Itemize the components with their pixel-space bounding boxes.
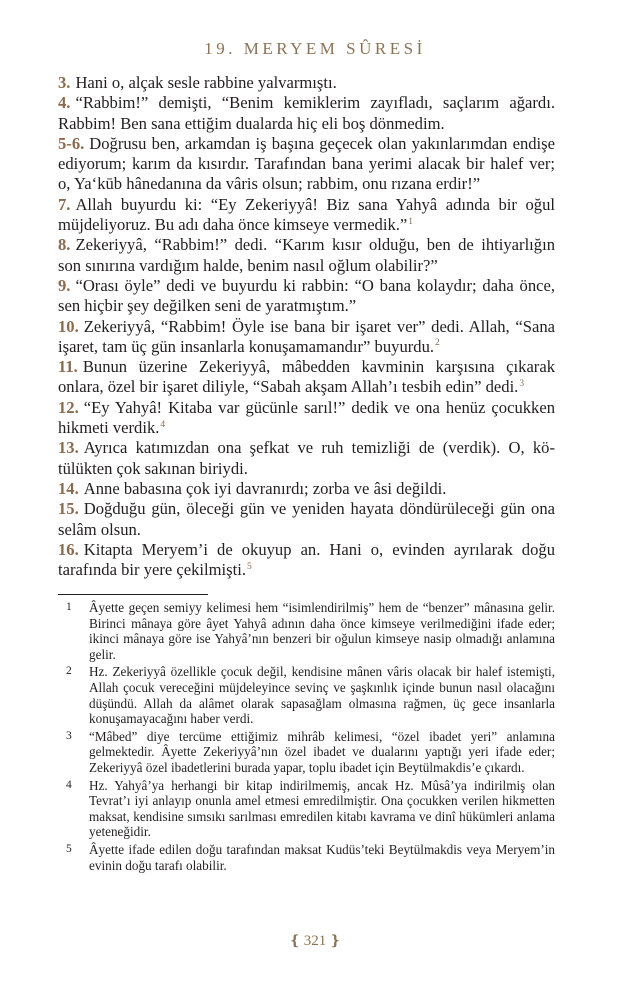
ornament-left-icon: ❴	[289, 934, 301, 949]
footnote-1	[58, 600, 555, 662]
footnote-5	[58, 842, 555, 873]
verse-text: “Orası öyle” dedi ve buyurdu ki rabbin: “O bana kolaydır; daha önce, sen hiçbir şey değilken seni de yaratmıştım.”	[58, 275, 555, 316]
footnote-reference[interactable]: 4	[160, 419, 166, 430]
verse-3	[58, 73, 555, 93]
verse-7	[58, 195, 555, 236]
page-number: 321	[303, 933, 327, 949]
footnote-number: 5	[66, 842, 72, 855]
verse-number: 15.	[58, 499, 79, 519]
page-number-footer	[0, 932, 630, 951]
footnote-text: “Mâbed” diye tercüme ettiğimiz mihrâb kelimesi, “özel ibadet yeri” anlamına gelmektedir. Âyette Zekeriyyâ’nın özel ibadet ve dualarını yaptığı yeri ifade eder; Zekeriyyâ özel ibadetlerini burada yapar, toplu ibadet için Beytülmakdis’e çıkardı.	[89, 728, 555, 775]
footnote-reference[interactable]: 5	[246, 561, 252, 572]
verse-5-6	[58, 134, 555, 195]
footnote-2	[58, 664, 555, 726]
verse-number: 9.	[58, 275, 71, 295]
verse-number: 8.	[58, 235, 71, 255]
verse-text: Anne babasına çok iyi davranırdı; zorba ve âsi değildi.	[83, 478, 447, 498]
verse-number: 13.	[58, 438, 79, 458]
footnote-4	[58, 778, 555, 840]
verse-9	[58, 276, 555, 317]
footnote-text: Hz. Zekeriyyâ özellikle çocuk değil, kendisine mânen vâris olacak bir halef istemişti, Allah çocuk vereceğini müjdeleyince sevinç ve şaşkınlık içinde bunun nasıl olacağını düşündü. Allah da alâmet olarak sapasağlam olmasına rağmen, üç gece insanlarla konuşamayacağını haber verdi.	[89, 664, 555, 727]
verse-text: Doğduğu gün, öleceği gün ve yeniden hayata döndürüleceği gün ona selâm olsun.	[58, 499, 555, 539]
verse-text: “Rabbim!” demişti, “Benim kemiklerim zayıfladı, saçlarım ağardı. Rabbim! Ben sana ettiğim dualarda hiç eli boş dönmedim.	[58, 93, 555, 133]
verse-text: Zekeriyyâ, “Rabbim!” dedi. “Karım kısır olduğu, ben de ihtiyarlığın son sınırına vardığım halde, benim nasıl oğlum olabilir?”	[58, 235, 555, 275]
verse-text: Ayrıca katımızdan ona şefkat ve ruh temizliği de (verdik). O, kötülükten çok sakınan biriydi.	[58, 438, 555, 478]
ornament-right-icon: ❵	[329, 934, 341, 949]
verse-number: 16.	[58, 539, 79, 559]
footnote-number: 4	[66, 778, 72, 791]
verse-10	[58, 317, 555, 358]
verse-number: 11.	[58, 357, 78, 377]
verse-text: Doğrusu ben, arkamdan iş başına geçecek olan yakınlarımdan endişe ediyorum; karım da kısırdır. Tarafından bana yerimi alacak bir halef ver; o, Ya‘kūb hânedanına da vâris olsun; rabbim, onu rızana erdir!”	[58, 133, 555, 194]
chapter-header: 19. MERYEM SÛRESİ	[204, 39, 426, 58]
footnote-number: 2	[66, 665, 72, 678]
verse-text: Bunun üzerine Zekeriyyâ, mâbedden kavminin karşısına çıkarak onlara, özel bir işaret diliyle, “Sabah akşam Allah’ı tesbih edin” dedi.	[58, 357, 555, 397]
verse-text: Zekeriyyâ, “Rabbim! Öyle ise bana bir işaret ver” dedi. Allah, “Sana işaret, tam üç gün insanlarla konuşamamandır” buyurdu.	[58, 316, 555, 356]
verse-number: 7.	[58, 194, 71, 214]
footnote-reference[interactable]: 3	[519, 378, 525, 389]
verse-14	[58, 479, 555, 499]
verse-13	[58, 438, 555, 479]
footnote-reference[interactable]: 2	[435, 338, 440, 349]
verse-15	[58, 499, 555, 540]
verse-11	[58, 357, 555, 398]
footnote-text: Hz. Yahyâ’ya herhangi bir kitap indirilmemiş, ancak Hz. Mûsâ’ya indirilmiş olan Tevrat’ı iyi anlayıp onunla amel etmesi emredilmiştir. Ona çocukken verilen hikmetten maksat, kendisine sımsıkı sarılması emredilen kitabı kavrama ve dinî hükümleri anlama yeteneğidir.	[89, 777, 555, 840]
verse-number: 4.	[58, 93, 71, 113]
verse-number: 14.	[58, 478, 79, 498]
footnote-text: Âyette geçen semiyy kelimesi hem “isimlendirilmiş” hem de “benzer” mânasına gelir. Birinci mânaya göre âyet Yahyâ adının daha önce kimseye verilmediğini ifade eder; ikinci mânaya göre ise Yahyâ’nın benzeri bir oğulun kimseye nasip olmadığı anlamına gelir.	[89, 600, 555, 662]
verse-text: Hani o, alçak sesle rabbine yalvarmıştı.	[75, 73, 337, 92]
verse-number: 10.	[58, 316, 79, 336]
footnote-list	[58, 600, 555, 875]
verse-12	[58, 398, 555, 439]
footnote-divider	[58, 594, 208, 595]
verse-text: “Ey Yahyâ! Kitaba var gücünle sarıl!” dedik ve ona henüz çocukken hikmeti verdik.	[58, 397, 555, 438]
footnote-number: 1	[66, 601, 72, 613]
verse-number: 3.	[58, 73, 71, 92]
verse-4	[58, 93, 555, 134]
verse-text: Kitapta Meryem’i de okuyup an. Hani o, evinden ayrılarak doğu tarafında bir yere çekilmişti.	[58, 539, 555, 580]
verse-number: 5-6.	[58, 133, 85, 153]
verse-16	[58, 540, 555, 581]
footnote-reference[interactable]: 1	[408, 216, 414, 227]
footnote-number: 3	[66, 729, 72, 742]
verse-text: Allah buyurdu ki: “Ey Zekeriyyâ! Biz sana Yahyâ adında bir oğul müjdeliyoruz. Bu adı daha önce kimseye vermedik.”	[58, 194, 555, 235]
verse-list	[58, 73, 555, 580]
verse-number: 12.	[58, 397, 79, 417]
verse-8	[58, 235, 555, 276]
footnote-3	[58, 729, 555, 776]
footnote-text: Âyette ifade edilen doğu tarafından maksat Kudüs’teki Beytülmakdis veya Meryem’in evinin doğu tarafı olabilir.	[89, 841, 555, 873]
